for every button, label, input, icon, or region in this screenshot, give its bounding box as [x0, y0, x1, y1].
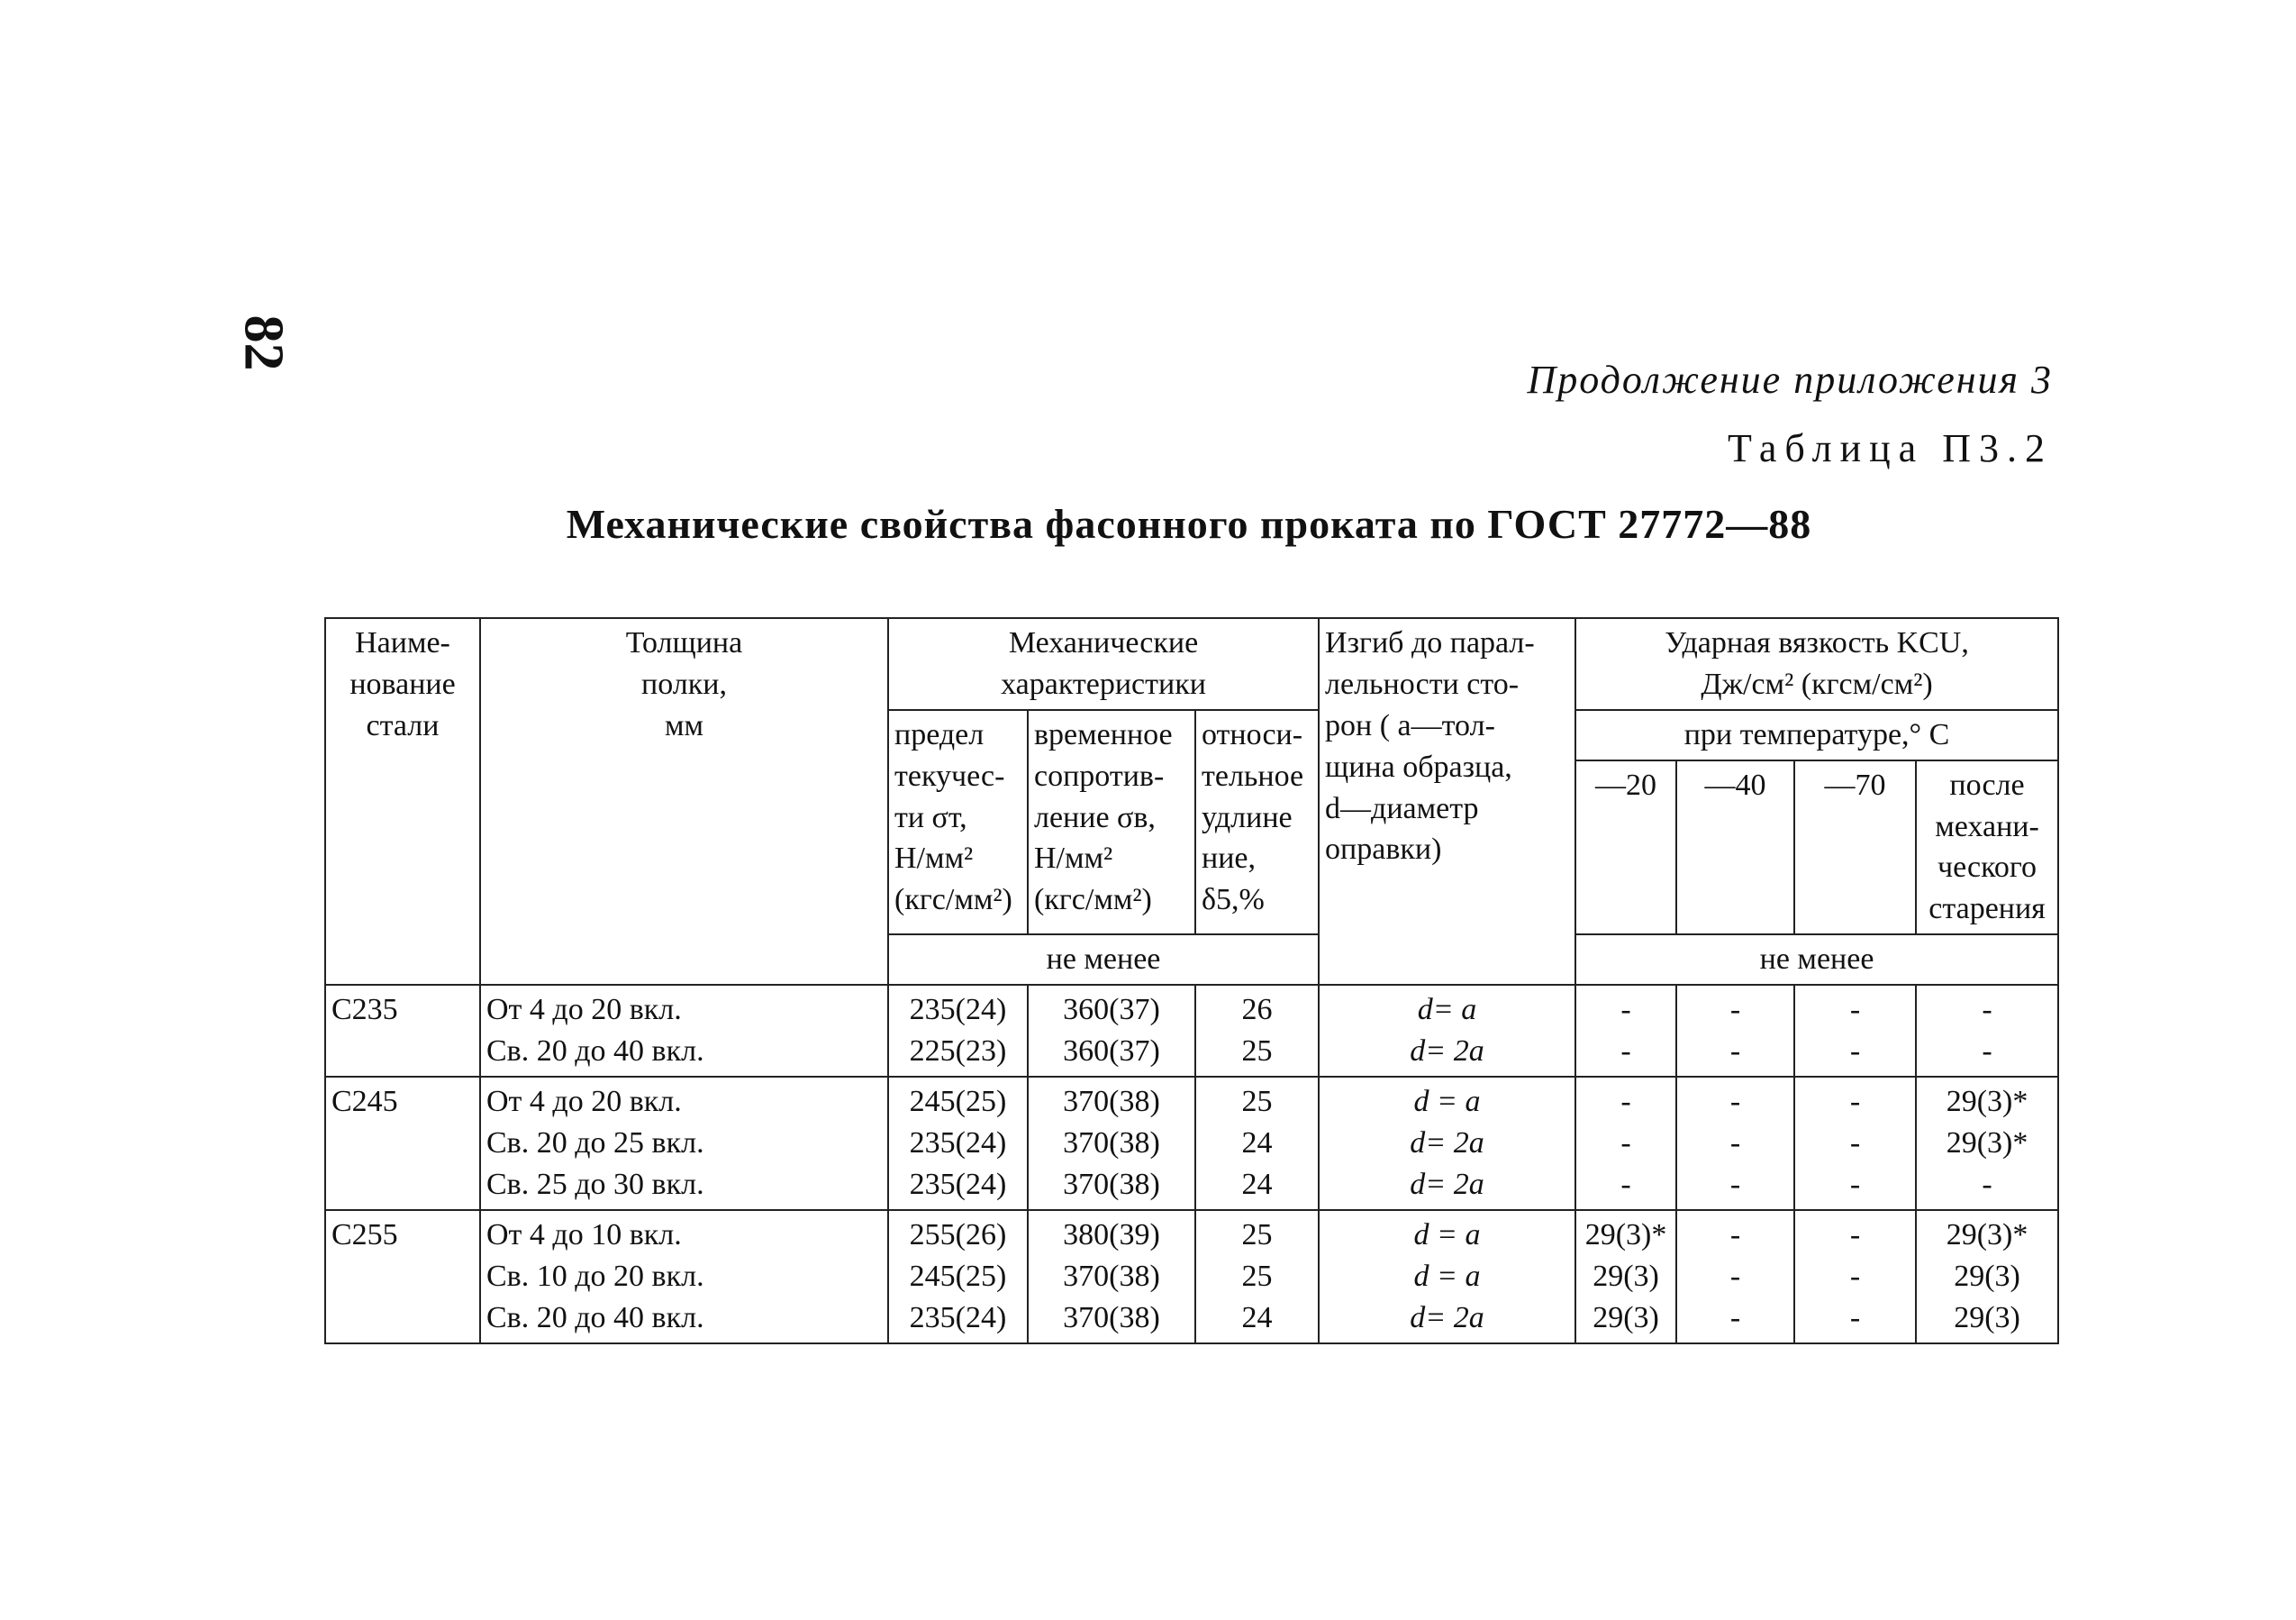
table-title: Механические свойства фасонного проката по ГОСТ 27772—88	[566, 501, 1812, 547]
yield-cell: 235(24) 225(23)	[888, 985, 1028, 1077]
impact-aging-cell: 29(3)* 29(3)* -	[1916, 1077, 2058, 1210]
header-row-1	[325, 618, 2058, 710]
tensile-cell: 370(38) 370(38) 370(38)	[1028, 1077, 1195, 1210]
table-number: Таблица П3.2	[1728, 426, 2053, 470]
steel-grade: С235	[325, 985, 480, 1077]
table-row	[325, 1210, 2058, 1343]
table-row	[325, 985, 2058, 1077]
header-temp-minus-20: —20	[1575, 760, 1676, 935]
impact-aging-cell: - -	[1916, 985, 2058, 1077]
header-yield: предел текучес- ти σт, Н/мм² (кгс/мм²)	[888, 710, 1028, 934]
impact-minus-20-cell: - -	[1575, 985, 1676, 1077]
header-bend: Изгиб до парал- лельности сто- рон ( a—тол- щина образца, d—диаметр оправки)	[1319, 618, 1575, 985]
continuation-note: Продолжение приложения 3	[1527, 358, 2053, 402]
header-thickness: Толщина полки, мм	[480, 618, 888, 985]
impact-aging-cell: 29(3)* 29(3) 29(3)	[1916, 1210, 2058, 1343]
bend-cell: d = a d= 2a d= 2a	[1319, 1077, 1575, 1210]
elongation-cell: 25 25 24	[1195, 1210, 1319, 1343]
mechanical-properties-table	[324, 617, 2059, 1344]
tensile-cell: 380(39) 370(38) 370(38)	[1028, 1210, 1195, 1343]
bend-cell: d= a d= 2a	[1319, 985, 1575, 1077]
impact-minus-40-cell: - - -	[1676, 1077, 1794, 1210]
header-at-temperature: при температуре,° С	[1575, 710, 2058, 760]
steel-grade: С255	[325, 1210, 480, 1343]
tensile-cell: 360(37) 360(37)	[1028, 985, 1195, 1077]
bend-cell: d = a d = a d= 2a	[1319, 1210, 1575, 1343]
header-temp-minus-40: —40	[1676, 760, 1794, 935]
thickness-cell: От 4 до 20 вкл. Св. 20 до 40 вкл.	[480, 985, 888, 1077]
yield-cell: 245(25) 235(24) 235(24)	[888, 1077, 1028, 1210]
elongation-cell: 26 25	[1195, 985, 1319, 1077]
page-number: 82	[232, 314, 295, 371]
impact-minus-40-cell: - -	[1676, 985, 1794, 1077]
elongation-cell: 25 24 24	[1195, 1077, 1319, 1210]
header-not-less-mech: не менее	[888, 934, 1319, 985]
table-row	[325, 1077, 2058, 1210]
header-mechanical: Механические характеристики	[888, 618, 1319, 710]
thickness-cell: От 4 до 20 вкл. Св. 20 до 25 вкл. Св. 25 до 30 вкл.	[480, 1077, 888, 1210]
header-steel-name: Наиме- нование стали	[325, 618, 480, 985]
impact-minus-70-cell: - - -	[1794, 1210, 1916, 1343]
header-impact: Ударная вязкость KCU, Дж/см² (кгсм/см²)	[1575, 618, 2058, 710]
impact-minus-20-cell: 29(3)* 29(3) 29(3)	[1575, 1210, 1676, 1343]
impact-minus-70-cell: - -	[1794, 985, 1916, 1077]
yield-cell: 255(26) 245(25) 235(24)	[888, 1210, 1028, 1343]
header-elongation: относи- тельное удлине ние, δ5,%	[1195, 710, 1319, 934]
steel-grade: С245	[325, 1077, 480, 1210]
impact-minus-70-cell: - - -	[1794, 1077, 1916, 1210]
impact-minus-20-cell: - - -	[1575, 1077, 1676, 1210]
header-after-aging: после механи- ческого старения	[1916, 760, 2058, 935]
impact-minus-40-cell: - - -	[1676, 1210, 1794, 1343]
header-not-less-impact: не менее	[1575, 934, 2058, 985]
header-tensile: временное сопротив- ление σв, Н/мм² (кгс/мм²)	[1028, 710, 1195, 934]
thickness-cell: От 4 до 10 вкл. Св. 10 до 20 вкл. Св. 20 до 40 вкл.	[480, 1210, 888, 1343]
header-temp-minus-70: —70	[1794, 760, 1916, 935]
